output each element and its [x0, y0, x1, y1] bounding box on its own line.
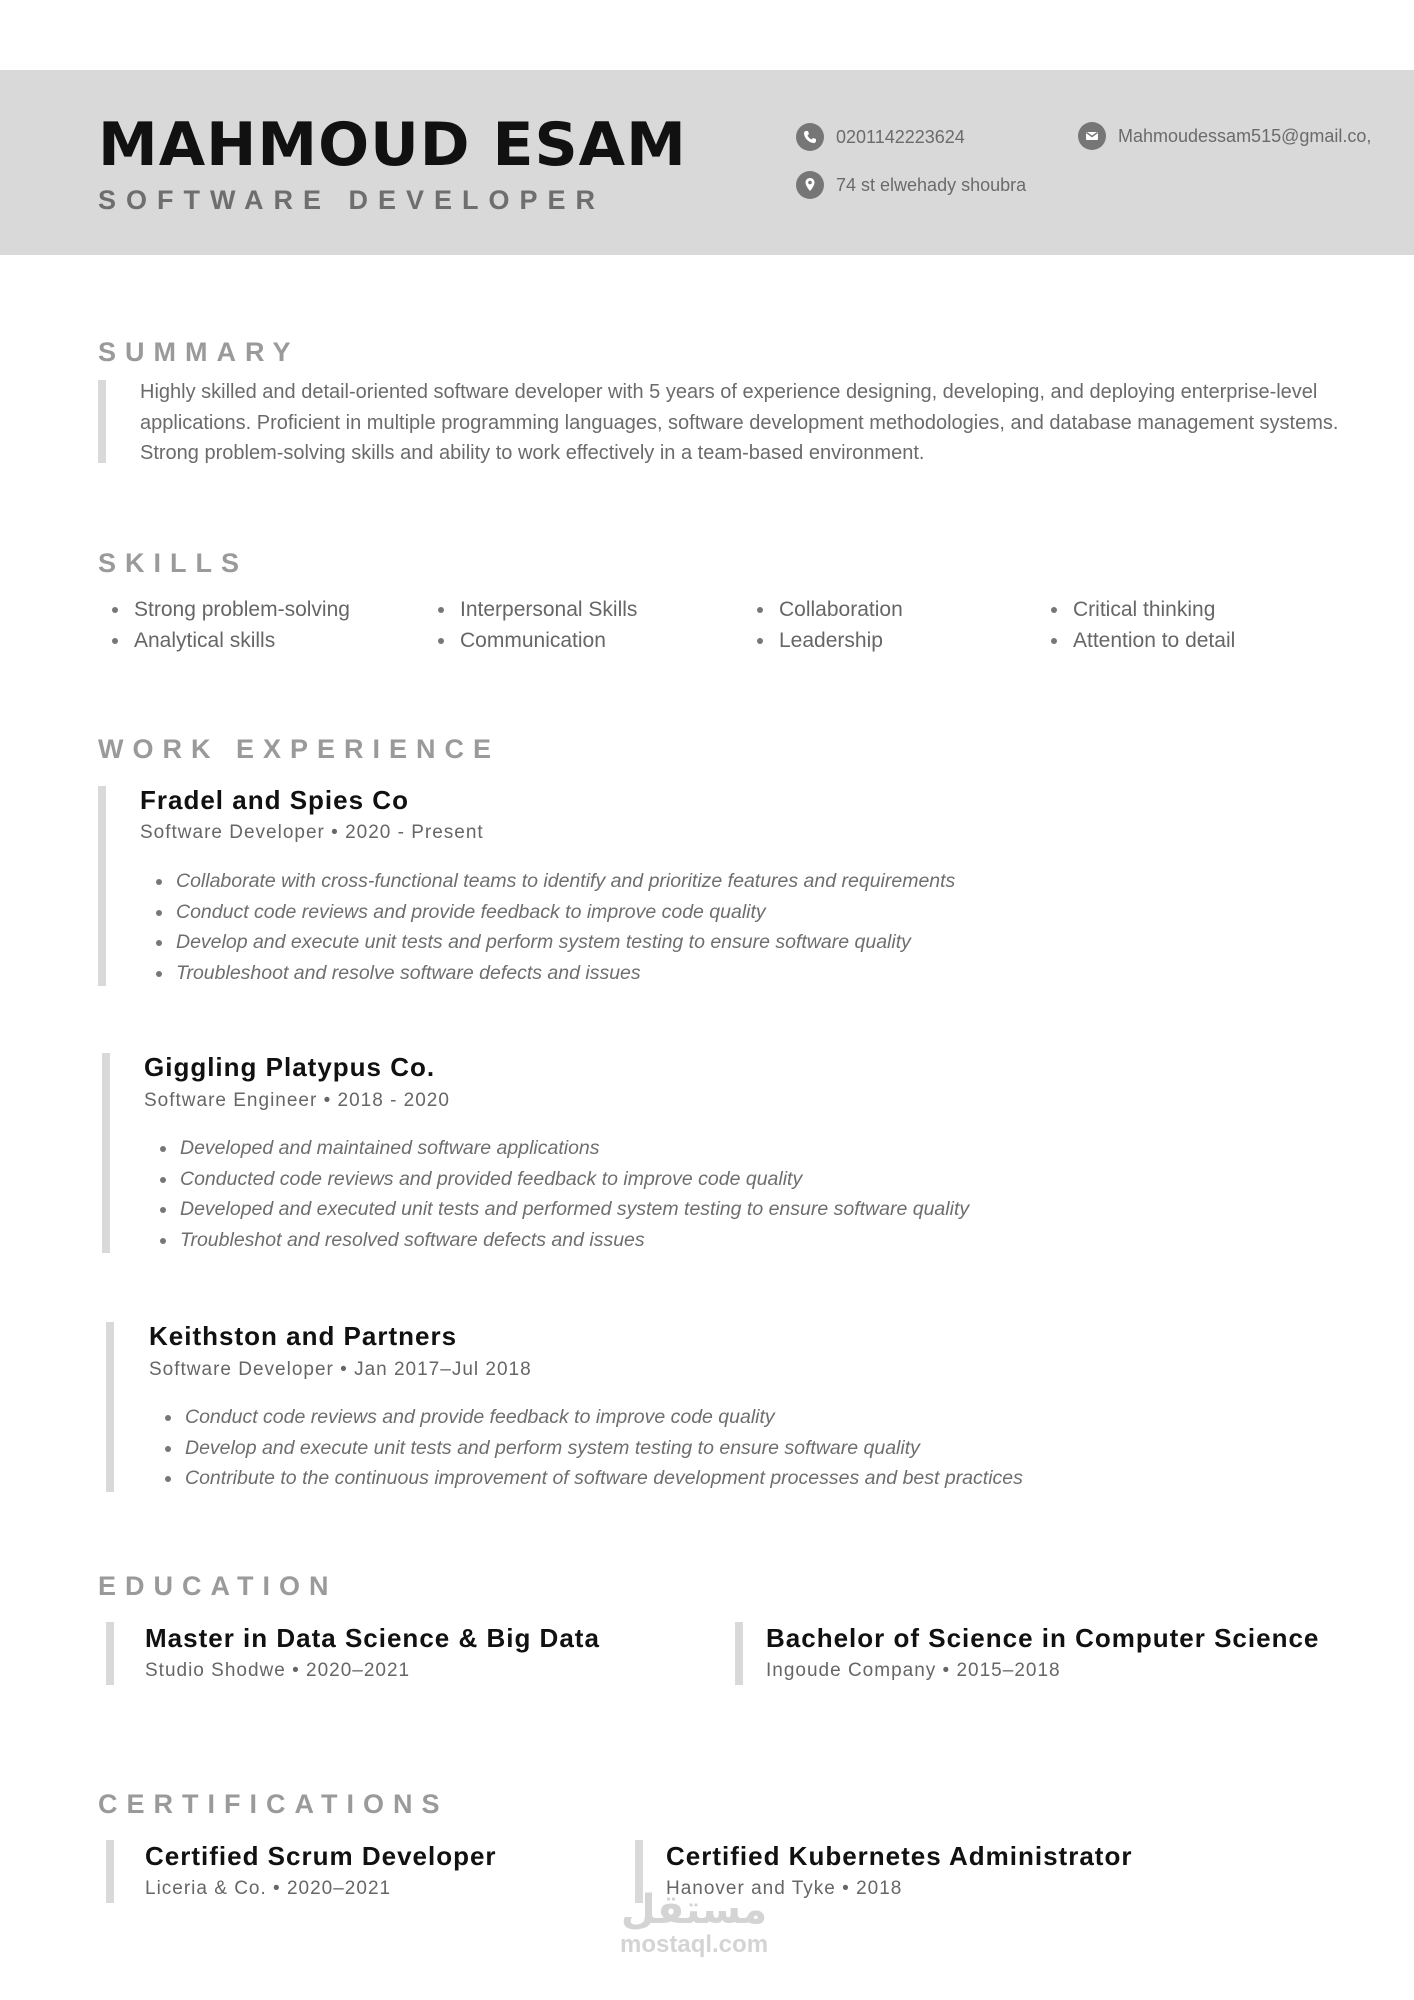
certifications-heading: CERTIFICATIONS [98, 1789, 449, 1819]
email-text: Mahmoudessam515@gmail.co, [1118, 125, 1372, 146]
skill-item: Attention to detail [1047, 625, 1235, 656]
contact-email[interactable] [1078, 122, 1371, 150]
summary-heading: SUMMARY [98, 337, 300, 367]
certification-name: Certified Scrum Developer [145, 1841, 497, 1871]
skills-column-3 [753, 594, 903, 656]
skill-item: Analytical skills [108, 625, 350, 656]
job-subtitle: Software Developer • Jan 2017–Jul 2018 [149, 1359, 532, 1380]
job-bar [102, 1053, 110, 1253]
contact-address [796, 171, 1026, 199]
skill-item: Leadership [753, 625, 903, 656]
education-bar [735, 1622, 743, 1685]
watermark-arabic: مستقل [620, 1887, 768, 1933]
job-bullet: Develop and execute unit tests and perform system testing to ensure software quality [159, 1433, 1023, 1464]
job-subtitle: Software Developer • 2020 - Present [140, 822, 484, 843]
candidate-name: MAHMOUD ESAM [98, 110, 687, 180]
summary-text: Highly skilled and detail-oriented software developer with 5 years of experience designing, developing, and deploying enterprise-level applications. Proficient in multiple programming languages, software development methodologies, and database management systems. Strong problem-solving skills and ability to work effectively in a team-based environment. [140, 381, 1339, 464]
skill-item: Collaboration [753, 594, 903, 625]
job-bullet: Conduct code reviews and provide feedback to improve code quality [159, 1402, 1023, 1433]
job-bullet: Contribute to the continuous improvement of software development processes and best practices [159, 1463, 1023, 1494]
job-bullets [150, 866, 955, 988]
job-subtitle: Software Engineer • 2018 - 2020 [144, 1090, 450, 1111]
summary-bar [98, 380, 106, 463]
job-bar [98, 786, 106, 986]
education-subtitle: Studio Shodwe • 2020–2021 [145, 1660, 411, 1681]
skills-column-4 [1047, 594, 1235, 656]
watermark [620, 1888, 768, 1958]
location-icon [796, 171, 824, 199]
certification-subtitle: Liceria & Co. • 2020–2021 [145, 1878, 392, 1899]
phone-text: 0201142223624 [836, 126, 965, 147]
phone-icon [796, 123, 824, 151]
job-bar [106, 1322, 114, 1492]
skills-column-1 [108, 594, 350, 656]
address-text: 74 st elwehady shoubra [836, 174, 1027, 195]
work-experience-heading: WORK EXPERIENCE [98, 734, 501, 764]
certification-name: Certified Kubernetes Administrator [666, 1841, 1133, 1871]
job-bullet: Troubleshoot and resolve software defects and issues [150, 958, 955, 989]
skill-item: Strong problem-solving [108, 594, 350, 625]
candidate-role: SOFTWARE DEVELOPER [98, 185, 606, 215]
job-bullet: Conduct code reviews and provide feedback to improve code quality [150, 897, 955, 928]
job-company: Keithston and Partners [149, 1321, 458, 1351]
education-degree: Bachelor of Science in Computer Science [766, 1623, 1320, 1653]
job-bullet: Developed and maintained software applications [154, 1133, 969, 1164]
contact-phone[interactable] [796, 123, 965, 151]
skill-item: Interpersonal Skills [434, 594, 637, 625]
education-heading: EDUCATION [98, 1571, 338, 1601]
job-bullet: Developed and executed unit tests and performed system testing to ensure software quality [154, 1194, 969, 1225]
education-bar [106, 1622, 114, 1685]
job-bullet: Conducted code reviews and provided feedback to improve code quality [154, 1164, 969, 1195]
certification-bar [106, 1840, 114, 1903]
job-company: Giggling Platypus Co. [144, 1052, 436, 1082]
job-bullet: Develop and execute unit tests and perform system testing to ensure software quality [150, 927, 955, 958]
job-bullets [159, 1402, 1023, 1494]
job-bullet: Collaborate with cross-functional teams to identify and prioritize features and requirements [150, 866, 955, 897]
email-icon [1078, 122, 1106, 150]
education-subtitle: Ingoude Company • 2015–2018 [766, 1660, 1061, 1681]
education-degree: Master in Data Science & Big Data [145, 1623, 600, 1653]
job-bullet: Troubleshot and resolved software defects and issues [154, 1225, 969, 1256]
job-company: Fradel and Spies Co [140, 785, 409, 815]
job-bullets [154, 1133, 969, 1255]
skills-heading: SKILLS [98, 548, 249, 578]
skill-item: Critical thinking [1047, 594, 1235, 625]
watermark-latin: mostaql.com [620, 1931, 769, 1958]
certification-subtitle: Hanover and Tyke • 2018 [666, 1878, 903, 1899]
skills-column-2 [434, 594, 637, 656]
skill-item: Communication [434, 625, 637, 656]
